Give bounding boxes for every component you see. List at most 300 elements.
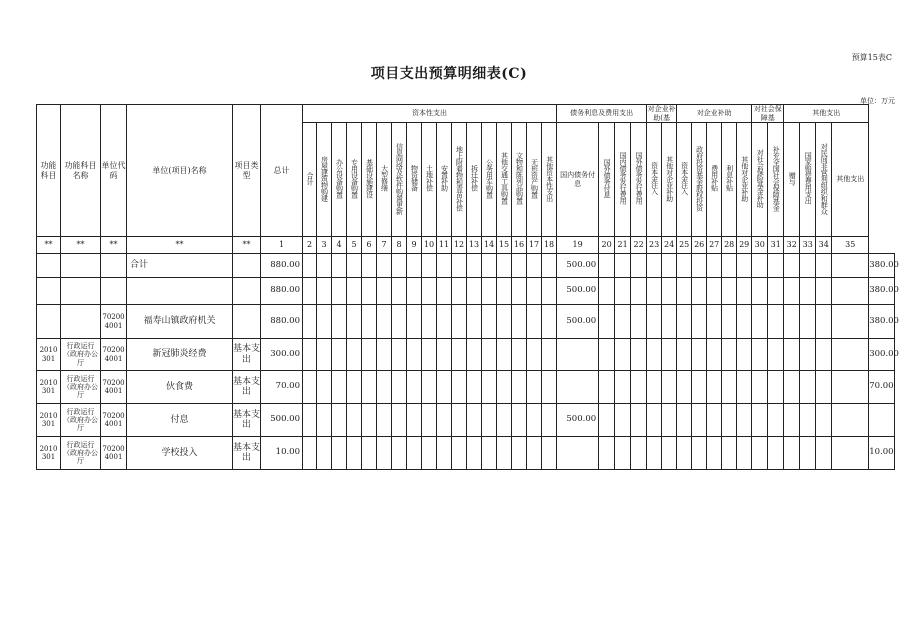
- capital-cell: [482, 339, 497, 371]
- capital-cell: [377, 404, 392, 437]
- capital-cell: [317, 371, 332, 404]
- capital-cell: [527, 339, 542, 371]
- capital-cell: [527, 278, 542, 305]
- header-row-group: [37, 105, 895, 123]
- func-name-cell: [61, 278, 101, 305]
- capital-cell: [542, 305, 557, 339]
- header-func-code: 功能科目: [37, 105, 61, 237]
- capital-cell: [303, 339, 317, 371]
- header-ent-sub-col: 其他对企业补助: [662, 123, 677, 237]
- project-type-cell: [233, 305, 261, 339]
- amount-cell: [784, 371, 800, 404]
- amount-cell: [615, 254, 631, 278]
- domestic-interest-cell: 500.00: [557, 305, 599, 339]
- capital-cell: [362, 339, 377, 371]
- amount-cell: [752, 305, 768, 339]
- header-social-col: 补充全国社会保障基金: [768, 123, 784, 237]
- capital-cell: [332, 404, 347, 437]
- header-ent-sub-group: 对企业补助(基: [647, 105, 676, 122]
- amount-cell: [722, 437, 737, 470]
- index-number: 24: [662, 237, 677, 254]
- func-code-cell: [37, 254, 61, 278]
- total-cell: 880.00: [261, 254, 303, 278]
- capital-cell: [362, 371, 377, 404]
- capital-cell: [303, 254, 317, 278]
- capital-cell: [347, 305, 362, 339]
- capital-cell: [392, 437, 407, 470]
- amount-cell: [768, 254, 784, 278]
- capital-cell: [542, 339, 557, 371]
- other-expenditure-cell: [869, 404, 895, 437]
- amount-cell: [832, 437, 869, 470]
- amount-cell: [677, 404, 692, 437]
- capital-cell: [452, 254, 467, 278]
- capital-cell: [347, 254, 362, 278]
- index-number: 32: [784, 237, 800, 254]
- capital-cell: [303, 404, 317, 437]
- header-capital-col: 大型修缮: [377, 123, 392, 237]
- amount-cell: [662, 278, 677, 305]
- amount-cell: [707, 305, 722, 339]
- capital-cell: [422, 437, 437, 470]
- func-name-cell: 行政运行（政府办公厅: [61, 404, 101, 437]
- index-number: 31: [768, 237, 784, 254]
- header-capital-col: 安置补助: [437, 123, 452, 237]
- table-row: [37, 305, 895, 339]
- amount-cell: [707, 339, 722, 371]
- amount-cell: [722, 305, 737, 339]
- amount-cell: [737, 404, 752, 437]
- unit-name-cell: 福寿山镇政府机关: [127, 305, 233, 339]
- amount-cell: [631, 404, 647, 437]
- amount-cell: [599, 339, 615, 371]
- amount-cell: [784, 305, 800, 339]
- amount-cell: [615, 305, 631, 339]
- capital-cell: [317, 339, 332, 371]
- project-type-cell: 基本支出: [233, 404, 261, 437]
- amount-cell: [707, 254, 722, 278]
- amount-cell: [800, 437, 816, 470]
- header-ent-subsidy-group: 对企业补助: [677, 105, 752, 123]
- unit-code-cell: 70200 4001: [101, 339, 127, 371]
- capital-cell: [437, 404, 452, 437]
- header-ent-sub-col: 资本金注入: [647, 123, 662, 237]
- amount-cell: [631, 339, 647, 371]
- capital-cell: [512, 437, 527, 470]
- capital-cell: [362, 437, 377, 470]
- capital-cell: [332, 437, 347, 470]
- amount-cell: [768, 371, 784, 404]
- func-code-cell: 2010 301: [37, 437, 61, 470]
- capital-cell: [527, 305, 542, 339]
- unit-code-cell: 70200 4001: [101, 371, 127, 404]
- header-capital-col: 房屋建筑物购建: [317, 123, 332, 237]
- capital-cell: [467, 371, 482, 404]
- amount-cell: [722, 339, 737, 371]
- capital-cell: [482, 278, 497, 305]
- amount-cell: [647, 339, 662, 371]
- amount-cell: [647, 305, 662, 339]
- other-expenditure-cell: 10.00: [869, 437, 895, 470]
- header-capital-col: 土地补偿: [422, 123, 437, 237]
- capital-cell: [452, 339, 467, 371]
- header-capital-col: 其他资本性支出: [542, 123, 557, 237]
- domestic-interest-cell: [557, 371, 599, 404]
- index-number: 9: [407, 237, 422, 254]
- index-number: 15: [497, 237, 512, 254]
- amount-cell: [615, 404, 631, 437]
- capital-cell: [467, 437, 482, 470]
- total-cell: 300.00: [261, 339, 303, 371]
- amount-cell: [816, 404, 832, 437]
- index-row: [37, 237, 895, 254]
- capital-cell: [347, 371, 362, 404]
- total-cell: 10.00: [261, 437, 303, 470]
- capital-cell: [407, 278, 422, 305]
- amount-cell: [677, 254, 692, 278]
- capital-cell: [362, 404, 377, 437]
- capital-cell: [467, 305, 482, 339]
- amount-cell: [692, 371, 707, 404]
- capital-cell: [452, 278, 467, 305]
- capital-cell: [407, 339, 422, 371]
- amount-cell: [631, 437, 647, 470]
- unit-name-cell: 合计: [127, 254, 233, 278]
- capital-cell: [303, 437, 317, 470]
- index-number: 13: [467, 237, 482, 254]
- header-debt-col: 国外债务发行费用: [631, 123, 647, 237]
- page-title: 项目支出预算明细表(C): [370, 66, 528, 82]
- amount-cell: [737, 278, 752, 305]
- capital-cell: [317, 254, 332, 278]
- capital-cell: [377, 339, 392, 371]
- table-row: [37, 371, 895, 404]
- amount-cell: [800, 278, 816, 305]
- header-unit-name: 单位(项目)名称: [127, 105, 233, 237]
- capital-cell: [347, 278, 362, 305]
- capital-cell: [392, 254, 407, 278]
- project-type-cell: 基本支出: [233, 371, 261, 404]
- index-number: 25: [677, 237, 692, 254]
- capital-cell: [422, 254, 437, 278]
- table-row: [37, 278, 895, 305]
- header-debt-col: 国内债务发行费用: [615, 123, 631, 237]
- table-row: [37, 254, 895, 278]
- capital-cell: [422, 371, 437, 404]
- capital-cell: [392, 278, 407, 305]
- amount-cell: [662, 305, 677, 339]
- capital-cell: [332, 254, 347, 278]
- index-mark: **: [37, 237, 61, 254]
- table-row: [37, 339, 895, 371]
- total-cell: 500.00: [261, 404, 303, 437]
- amount-cell: [615, 437, 631, 470]
- amount-cell: [722, 254, 737, 278]
- project-type-cell: [233, 254, 261, 278]
- amount-cell: [832, 305, 869, 339]
- index-number: 18: [542, 237, 557, 254]
- project-type-cell: [233, 278, 261, 305]
- capital-cell: [422, 278, 437, 305]
- index-number: 21: [615, 237, 631, 254]
- amount-cell: [662, 254, 677, 278]
- header-capital-col: 物资储备: [407, 123, 422, 237]
- domestic-interest-cell: 500.00: [557, 254, 599, 278]
- header-other-col: 赠与: [784, 123, 800, 237]
- index-number: 8: [392, 237, 407, 254]
- amount-cell: [832, 339, 869, 371]
- unit-label: 单位：万元: [860, 97, 895, 105]
- index-number: 30: [752, 237, 768, 254]
- amount-cell: [692, 305, 707, 339]
- amount-cell: [677, 371, 692, 404]
- unit-name-cell: 学校投入: [127, 437, 233, 470]
- func-name-cell: 行政运行（政府办公厅: [61, 371, 101, 404]
- capital-cell: [527, 371, 542, 404]
- unit-code-cell: 70200 4001: [101, 437, 127, 470]
- capital-cell: [437, 371, 452, 404]
- amount-cell: [647, 404, 662, 437]
- amount-cell: [677, 339, 692, 371]
- capital-cell: [437, 305, 452, 339]
- func-code-cell: 2010 301: [37, 339, 61, 371]
- func-code-cell: [37, 305, 61, 339]
- header-capital-col: 文物和陈列品购置: [512, 123, 527, 237]
- capital-cell: [422, 339, 437, 371]
- capital-cell: [512, 278, 527, 305]
- header-func-name: 功能科目名称: [61, 105, 101, 237]
- capital-cell: [377, 278, 392, 305]
- amount-cell: [662, 371, 677, 404]
- index-number: 27: [707, 237, 722, 254]
- capital-cell: [303, 305, 317, 339]
- header-ent-subsidy-col: 费用补贴: [707, 123, 722, 237]
- other-expenditure-cell: 380.00: [869, 254, 895, 278]
- index-number: 12: [452, 237, 467, 254]
- amount-cell: [752, 278, 768, 305]
- amount-cell: [816, 254, 832, 278]
- amount-cell: [816, 305, 832, 339]
- amount-cell: [752, 339, 768, 371]
- unit-name-cell: 新冠肺炎经费: [127, 339, 233, 371]
- amount-cell: [816, 278, 832, 305]
- header-capital-col: 公务用车购置: [482, 123, 497, 237]
- total-cell: 70.00: [261, 371, 303, 404]
- amount-cell: [599, 404, 615, 437]
- capital-cell: [377, 437, 392, 470]
- index-number: 20: [599, 237, 615, 254]
- amount-cell: [832, 278, 869, 305]
- amount-cell: [662, 437, 677, 470]
- capital-cell: [497, 254, 512, 278]
- header-unit-code: 单位代码: [101, 105, 127, 237]
- header-debt-col: 国外债务付息: [599, 123, 615, 237]
- other-expenditure-cell: 300.00: [869, 339, 895, 371]
- func-code-cell: 2010 301: [37, 404, 61, 437]
- capital-cell: [542, 278, 557, 305]
- header-capital-group: 资本性支出: [303, 105, 557, 123]
- amount-cell: [615, 278, 631, 305]
- capital-cell: [422, 305, 437, 339]
- capital-cell: [407, 404, 422, 437]
- amount-cell: [662, 404, 677, 437]
- form-code: 预算15表C: [851, 53, 892, 62]
- index-number: 2: [303, 237, 317, 254]
- amount-cell: [737, 437, 752, 470]
- amount-cell: [647, 371, 662, 404]
- amount-cell: [647, 437, 662, 470]
- capital-cell: [347, 437, 362, 470]
- capital-cell: [317, 437, 332, 470]
- capital-cell: [497, 278, 512, 305]
- index-number: 10: [422, 237, 437, 254]
- capital-cell: [512, 371, 527, 404]
- amount-cell: [784, 278, 800, 305]
- header-debt-col: 国内债务付息: [557, 123, 599, 237]
- capital-cell: [482, 371, 497, 404]
- unit-code-cell: 70200 4001: [101, 305, 127, 339]
- amount-cell: [768, 305, 784, 339]
- unit-code-cell: [101, 278, 127, 305]
- amount-cell: [768, 404, 784, 437]
- capital-cell: [497, 305, 512, 339]
- func-name-cell: [61, 305, 101, 339]
- total-cell: 880.00: [261, 278, 303, 305]
- amount-cell: [800, 305, 816, 339]
- amount-cell: [692, 339, 707, 371]
- capital-cell: [332, 371, 347, 404]
- capital-cell: [437, 254, 452, 278]
- amount-cell: [737, 254, 752, 278]
- capital-cell: [527, 437, 542, 470]
- project-type-cell: 基本支出: [233, 437, 261, 470]
- total-cell: 880.00: [261, 305, 303, 339]
- index-number: 22: [631, 237, 647, 254]
- amount-cell: [631, 371, 647, 404]
- header-other-col: 国家赔偿费用支出: [800, 123, 816, 237]
- amount-cell: [707, 404, 722, 437]
- capital-cell: [377, 305, 392, 339]
- capital-cell: [452, 404, 467, 437]
- domestic-interest-cell: 500.00: [557, 278, 599, 305]
- capital-cell: [392, 305, 407, 339]
- amount-cell: [752, 254, 768, 278]
- index-number: 4: [332, 237, 347, 254]
- header-debt-group: 债务利息及费用支出: [557, 105, 647, 123]
- amount-cell: [832, 404, 869, 437]
- domestic-interest-cell: [557, 339, 599, 371]
- capital-cell: [452, 437, 467, 470]
- amount-cell: [752, 404, 768, 437]
- index-mark: **: [127, 237, 233, 254]
- index-number: 6: [362, 237, 377, 254]
- capital-cell: [512, 404, 527, 437]
- capital-cell: [422, 404, 437, 437]
- capital-cell: [512, 305, 527, 339]
- unit-name-cell: 伙食费: [127, 371, 233, 404]
- capital-cell: [527, 254, 542, 278]
- amount-cell: [722, 278, 737, 305]
- amount-cell: [647, 278, 662, 305]
- header-social-group: 对社会保障基: [753, 105, 782, 122]
- capital-cell: [497, 339, 512, 371]
- capital-cell: [512, 254, 527, 278]
- table-row: [37, 437, 895, 470]
- capital-cell: [497, 371, 512, 404]
- other-expenditure-cell: 70.00: [869, 371, 895, 404]
- amount-cell: [707, 278, 722, 305]
- capital-cell: [467, 278, 482, 305]
- amount-cell: [631, 305, 647, 339]
- capital-cell: [407, 254, 422, 278]
- amount-cell: [784, 404, 800, 437]
- capital-cell: [467, 254, 482, 278]
- capital-cell: [542, 254, 557, 278]
- amount-cell: [768, 278, 784, 305]
- index-number: 5: [347, 237, 362, 254]
- header-project-type: 项目类型: [233, 105, 261, 237]
- amount-cell: [752, 371, 768, 404]
- index-mark: **: [233, 237, 261, 254]
- budget-table: [36, 104, 899, 470]
- capital-cell: [527, 404, 542, 437]
- amount-cell: [800, 254, 816, 278]
- unit-name-cell: 付息: [127, 404, 233, 437]
- amount-cell: [737, 305, 752, 339]
- capital-cell: [303, 278, 317, 305]
- amount-cell: [737, 371, 752, 404]
- amount-cell: [800, 339, 816, 371]
- amount-cell: [677, 305, 692, 339]
- index-number: 19: [557, 237, 599, 254]
- capital-cell: [332, 305, 347, 339]
- amount-cell: [692, 437, 707, 470]
- func-name-cell: 行政运行（政府办公厅: [61, 339, 101, 371]
- header-capital-col: 办公设备购置: [332, 123, 347, 237]
- capital-cell: [482, 404, 497, 437]
- data-rows: [37, 254, 899, 470]
- capital-cell: [512, 339, 527, 371]
- header-ent-subsidy-col: 政府投资基金股权投资: [692, 123, 707, 237]
- index-number: 1: [261, 237, 303, 254]
- amount-cell: [692, 254, 707, 278]
- amount-cell: [784, 437, 800, 470]
- capital-cell: [497, 437, 512, 470]
- amount-cell: [599, 305, 615, 339]
- capital-cell: [482, 254, 497, 278]
- amount-cell: [707, 371, 722, 404]
- amount-cell: [599, 371, 615, 404]
- index-number: 29: [737, 237, 752, 254]
- capital-cell: [482, 437, 497, 470]
- capital-cell: [392, 371, 407, 404]
- index-number: 26: [692, 237, 707, 254]
- func-name-cell: 行政运行（政府办公厅: [61, 437, 101, 470]
- header-capital-col: 专用设备购置: [347, 123, 362, 237]
- index-number: 16: [512, 237, 527, 254]
- index-number: 23: [647, 237, 662, 254]
- header-capital-col: 合计: [303, 123, 317, 237]
- capital-cell: [332, 278, 347, 305]
- header-capital-col: 基础设施建设: [362, 123, 377, 237]
- amount-cell: [677, 278, 692, 305]
- header-capital-col: 无形资产购置: [527, 123, 542, 237]
- index-number: 17: [527, 237, 542, 254]
- amount-cell: [599, 437, 615, 470]
- amount-cell: [631, 254, 647, 278]
- capital-cell: [542, 437, 557, 470]
- capital-cell: [347, 404, 362, 437]
